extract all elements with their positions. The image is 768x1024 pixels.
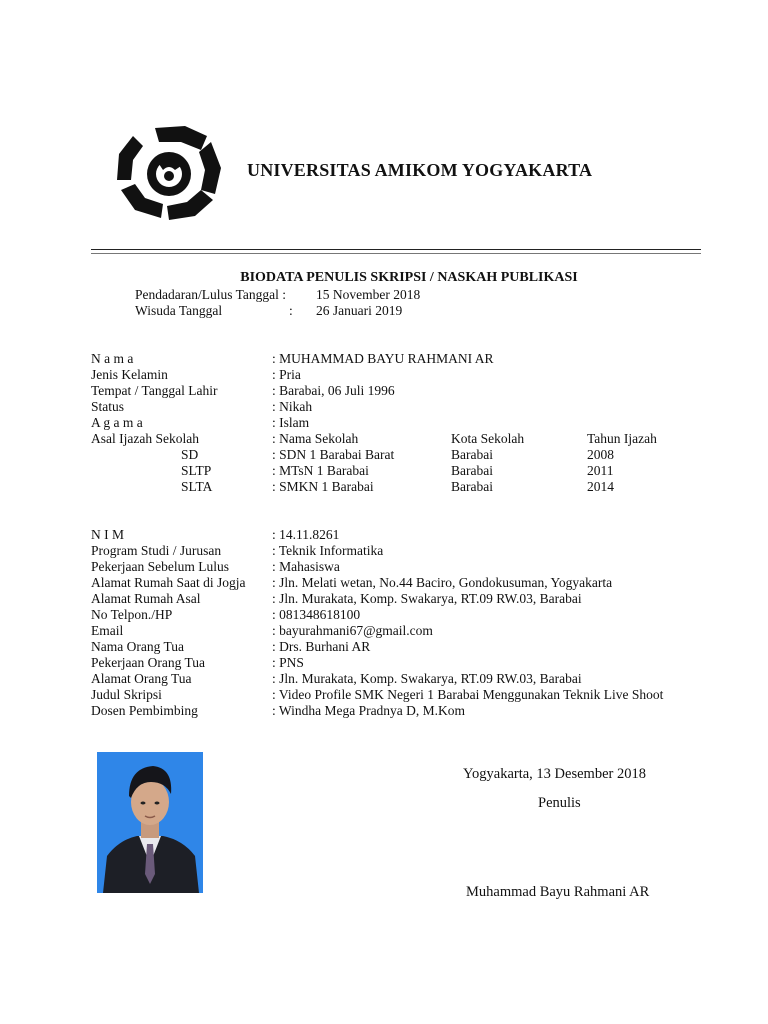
info-label: A g a m a	[91, 415, 143, 430]
info-label: Nama Orang Tua	[91, 639, 184, 654]
info-label: Jenis Kelamin	[91, 367, 168, 382]
date-colon: :	[289, 303, 293, 318]
info-label: N I M	[91, 527, 124, 542]
info-row	[0, 575, 768, 591]
signature-name: Muhammad Bayu Rahmani AR	[466, 884, 650, 900]
education-level: SD	[181, 447, 199, 462]
info-row	[0, 591, 768, 607]
date-row	[0, 303, 768, 319]
info-label: Alamat Rumah Saat di Jogja	[91, 575, 246, 590]
info-row	[0, 383, 768, 399]
education-school: : MTsN 1 Barabai	[272, 463, 369, 478]
info-row	[0, 415, 768, 431]
info-row	[0, 623, 768, 639]
info-value: : MUHAMMAD BAYU RAHMANI AR	[272, 351, 494, 366]
date-label: Wisuda Tanggal	[135, 303, 223, 318]
info-label: Status	[91, 399, 125, 414]
header-divider-thin	[91, 253, 701, 254]
education-level: SLTP	[181, 463, 212, 478]
education-city: Barabai	[451, 479, 493, 494]
info-value: : Video Profile SMK Negeri 1 Barabai Menggunakan Teknik Live Shoot	[272, 687, 664, 702]
header-divider	[91, 249, 701, 250]
info-row	[0, 687, 768, 703]
info-row	[0, 703, 768, 719]
date-value: 26 Januari 2019	[316, 303, 403, 318]
info-value: : bayurahmani67@gmail.com	[272, 623, 433, 638]
signature-role: Penulis	[538, 795, 581, 811]
signature-city-date: Yogyakarta, 13 Desember 2018	[463, 766, 646, 782]
university-name: UNIVERSITAS AMIKOM YOGYAKARTA	[247, 160, 593, 180]
date-value: 15 November 2018	[316, 287, 421, 302]
info-value: : 081348618100	[272, 607, 361, 622]
education-year: 2008	[587, 447, 614, 462]
info-row	[0, 351, 768, 367]
info-label: Email	[91, 623, 124, 638]
info-row	[0, 399, 768, 415]
info-value: : Teknik Informatika	[272, 543, 384, 558]
education-city: Barabai	[451, 447, 493, 462]
info-value: : Pria	[272, 367, 301, 382]
info-value: : Jln. Melati wetan, No.44 Baciro, Gondokusuman, Yogyakarta	[272, 575, 613, 590]
education-header-school: : Nama Sekolah	[272, 431, 359, 446]
education-city: Barabai	[451, 463, 493, 478]
education-header-city: Kota Sekolah	[451, 431, 525, 446]
info-row	[0, 559, 768, 575]
info-value: : Drs. Burhani AR	[272, 639, 371, 654]
university-logo-icon	[115, 124, 223, 222]
document-title: BIODATA PENULIS SKRIPSI / NASKAH PUBLIKASI	[240, 270, 578, 285]
info-row	[0, 543, 768, 559]
info-value: : Jln. Murakata, Komp. Swakarya, RT.09 RW.03, Barabai	[272, 591, 582, 606]
education-level: SLTA	[181, 479, 213, 494]
education-year: 2011	[587, 463, 614, 478]
info-value: : Mahasiswa	[272, 559, 340, 574]
education-label: Asal Ijazah Sekolah	[91, 431, 199, 446]
education-row	[0, 479, 768, 495]
info-value: : 14.11.8261	[272, 527, 340, 542]
info-label: Alamat Orang Tua	[91, 671, 192, 686]
info-row	[0, 639, 768, 655]
info-row	[0, 655, 768, 671]
info-value: : Nikah	[272, 399, 313, 414]
education-school: : SMKN 1 Barabai	[272, 479, 374, 494]
info-label: Pekerjaan Sebelum Lulus	[91, 559, 229, 574]
info-label: Judul Skripsi	[91, 687, 162, 702]
education-row	[0, 447, 768, 463]
education-year: 2014	[587, 479, 614, 494]
info-row	[0, 671, 768, 687]
date-row	[0, 287, 768, 303]
info-row	[0, 607, 768, 623]
author-photo	[97, 752, 203, 893]
info-value: : PNS	[272, 655, 304, 670]
info-label: Alamat Rumah Asal	[91, 591, 201, 606]
info-value: : Barabai, 06 Juli 1996	[272, 383, 395, 398]
info-label: Tempat / Tanggal Lahir	[91, 383, 218, 398]
date-label: Pendadaran/Lulus Tanggal :	[135, 287, 287, 302]
info-value: : Islam	[272, 415, 310, 430]
info-label: Dosen Pembimbing	[91, 703, 198, 718]
info-row	[0, 527, 768, 543]
portrait-icon	[97, 752, 203, 893]
info-label: No Telpon./HP	[91, 607, 173, 622]
education-header-year: Tahun Ijazah	[587, 431, 657, 446]
info-label: N a m a	[91, 351, 134, 366]
education-header-row	[0, 431, 768, 447]
info-row	[0, 367, 768, 383]
info-label: Pekerjaan Orang Tua	[91, 655, 205, 670]
education-school: : SDN 1 Barabai Barat	[272, 447, 395, 462]
info-label: Program Studi / Jurusan	[91, 543, 222, 558]
education-row	[0, 463, 768, 479]
info-value: : Windha Mega Pradnya D, M.Kom	[272, 703, 466, 718]
info-value: : Jln. Murakata, Komp. Swakarya, RT.09 RW.03, Barabai	[272, 671, 582, 686]
